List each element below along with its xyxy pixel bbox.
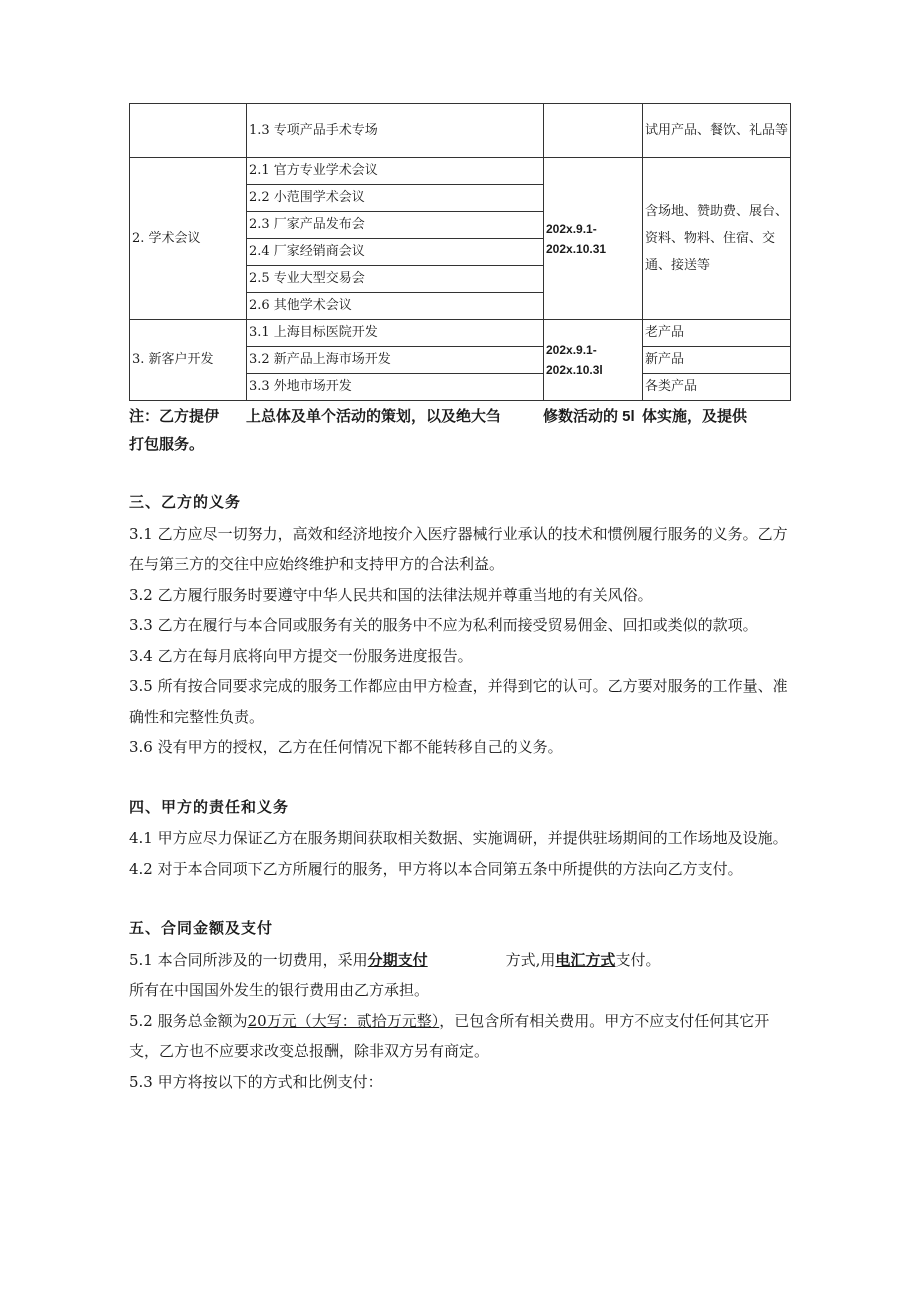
total-amount: 20万元（大写：贰拾万元整） [247,1011,440,1030]
clause-5-1-text: 5.1 本合同所涉及的一切费用，采用 [129,950,368,969]
section-4-title: 四、甲方的责任和义务 [129,798,290,816]
note-line-2: 打包服务。 [129,436,205,453]
time-3: 202x.9.1-202x.10.3l [544,320,643,401]
clause-5-2-text-2: ，已包含所有相关费用。甲方不应支付任何其它开支，乙方也不应要求改变总报酬，除非双方另有商定。 [129,1011,770,1060]
clause-5-1-text-2: 方式,用 [505,950,556,969]
note-3-2: 新产品 [643,347,791,374]
note-part-3: 修数活动的 5l [543,408,635,425]
clause-3-5: 3.5 所有按合同要求完成的服务工作都应由甲方检查，并得到它的认可。乙方要对服务的工作量、准确性和完整性负责。 [129,677,788,726]
clause-5-1-text-3: 支付。 [615,950,661,969]
note-2: 含场地、赞助费、展台、资料、物料、住宿、交通、接送等 [643,158,791,320]
item-2-6: 2.6 其他学术会议 [247,293,544,320]
table-row [130,320,791,347]
item-2-1: 2.1 官方专业学术会议 [247,158,544,185]
payment-method: 分期支付 [367,950,428,969]
item-2-3: 2.3 厂家产品发布会 [247,212,544,239]
note-3-1: 老产品 [643,320,791,347]
time-2: 202x.9.1-202x.10.31 [544,158,643,320]
item-2-4: 2.4 厂家经销商会议 [247,239,544,266]
clause-3-2: 3.2 乙方履行服务时要遵守中华人民共和国的法律法规并尊重当地的有关风俗。 [129,585,653,604]
activity-table [129,103,791,401]
clause-3-1: 3.1 乙方应尽一切努力，高效和经济地按介入医疗器械行业承认的技术和惯例履行服务的义务。乙方在与第三方的交往中应始终维护和支持甲方的合法利益。 [129,524,788,573]
table-cell [130,104,247,158]
item-2-2: 2.2 小范围学术会议 [247,185,544,212]
group-3-label: 3. 新客户开发 [130,320,247,401]
clause-5-2 [129,1006,794,1067]
clause-4-2: 4.2 对于本合同项下乙方所履行的服务，甲方将以本合同第五条中所提供的方法向乙方支付。 [129,859,743,878]
item-2-5: 2.5 专业大型交易会 [247,266,544,293]
note-part-1: 注：乙方提伊 [129,408,220,425]
clause-5-1-extra: 所有在中国国外发生的银行费用由乙方承担。 [129,981,430,999]
note-3-3: 各类产品 [643,374,791,401]
clause-5-1 [129,945,794,976]
clause-5-3: 5.3 甲方将按以下的方式和比例支付： [129,1072,383,1091]
clause-3-6: 3.6 没有甲方的授权，乙方在任何情况下都不能转移自己的义务。 [129,738,563,756]
note-part-4: 体实施，及提供 [642,408,748,425]
clause-3-4: 3.4 乙方在每月底将向甲方提交一份服务进度报告。 [129,646,473,665]
section-3-title: 三、乙方的义务 [129,494,242,511]
contract-body [129,488,794,1097]
note-part-2: 上总体及单个活动的策划，以及绝大刍 [246,408,502,425]
clause-3-3: 3.3 乙方在履行与本合同或服务有关的服务中不应为私利而接受贸易佣金、回扣或类似的款项。 [129,616,758,634]
group-2-label: 2. 学术会议 [130,158,247,320]
clause-4-1: 4.1 甲方应尽力保证乙方在服务期间获取相关数据、实施调研，并提供驻场期间的工作场地及设施。 [129,829,788,847]
section-5-title: 五、合同金额及支付 [129,920,274,937]
item-3-1: 3.1 上海目标医院开发 [247,320,544,347]
table-cell [544,104,643,158]
clause-5-2-text: 5.2 服务总金额为 [129,1011,248,1030]
item-3-2: 3.2 新产品上海市场开发 [247,347,544,374]
table-row [130,104,791,158]
table-row [130,158,791,185]
item-1-3: 1.3 专项产品手术专场 [247,104,544,158]
note-1-3: 试用产品、餐饮、礼品等 [643,104,791,158]
transfer-method: 电汇方式 [555,950,616,969]
table-note [129,403,790,459]
item-3-3: 3.3 外地市场开发 [247,374,544,401]
